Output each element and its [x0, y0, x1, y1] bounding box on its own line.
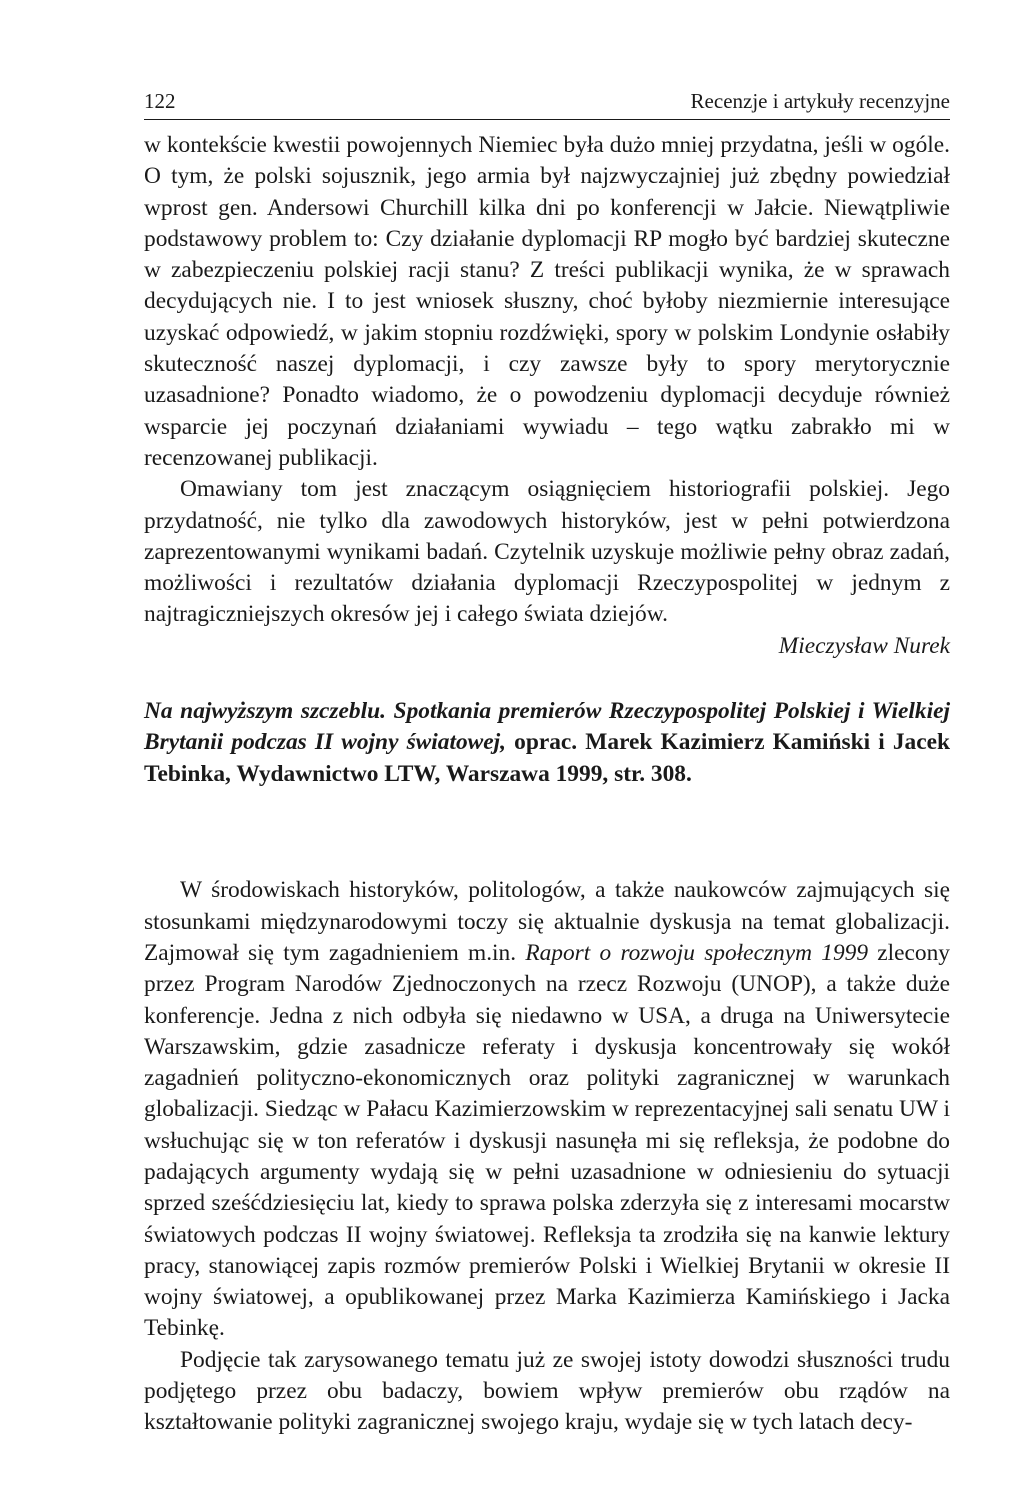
review2-cited-report-title: Raport o rozwoju społecznym 1999	[525, 939, 869, 966]
page-number: 122	[144, 89, 176, 113]
section-gap	[144, 813, 950, 875]
review1-author-signature: Mieczysław Nurek	[778, 632, 950, 659]
running-head	[144, 88, 950, 120]
review2-bibliographic-heading	[144, 696, 950, 790]
review2-paragraph-1	[144, 875, 950, 1344]
section-title: Recenzje i artykuły recenzyjne	[690, 89, 950, 113]
review2-paragraph-1-text-a: W środowiskach historyków, politologów, a także naukowców zajmujących się stosunkami międzynarodowymi toczy się aktualnie dyskusja na temat globalizacji. Zajmował się tym zagadnieniem m.in.	[144, 877, 950, 966]
review2-book-title: Na najwyższym szczeblu. Spotkania premierów Rzeczypospolitej Polskiej i Wielkiej Brytanii podczas II wojny światowej,	[144, 698, 950, 756]
review2-book-details: oprac. Marek Kazimierz Kamiński i Jacek Tebinka, Wydawnictwo LTW, Warszawa 1999, str. 308.	[144, 729, 951, 787]
journal-page	[144, 88, 950, 1439]
review1-paragraph-2: Omawiany tom jest znaczącym osiągnięciem historiografii polskiej. Jego przydatność, nie tylko dla zawodowych historyków, jest w pełni potwierdzona zaprezentowanymi wynikami badań. Czytelnik uzyskuje możliwie pełny obraz zadań, możliwości i rezultatów działania dyplomacji Rzeczypospolitej w jednym z najtragiczniejszych okresów jej i całego świata dziejów.	[144, 476, 950, 628]
review1-paragraph-1: w kontekście kwestii powojennych Niemiec była dużo mniej przydatna, jeśli w ogóle. O tym, że polski sojusznik, jego armia był najzwyczajniej już zbędny powiedział wprost gen. Andersowi Churchill kilka dni po konferencji w Jałcie. Niewątpliwie podstawowy problem to: Czy działanie dyplomacji RP mogło być bardziej skuteczne w zabezpieczeniu polskiej racji stanu? Z treści publikacji wynika, że w sprawach decydujących nie. I to jest wniosek słuszny, choć byłoby niezmiernie interesujące uzyskać odpowiedź, w jakim stopniu rozdźwięki, spory w polskim Londynie osłabiły skuteczność naszej dyplomacji, i czy zawsze były to spory merytorycznie uzasadnione? Ponadto wiadomo, że o powodzeniu dyplomacji decyduje również wsparcie jej poczynań działaniami wywiadu – tego wątku zabrakło mi w recenzowanej publikacji.	[144, 132, 950, 471]
review2-paragraph-1-text-b: zlecony przez Program Narodów Zjednoczonych na rzecz Rozwoju (UNOP), a także duże konferencje. Jedna z nich odbyła się niedawno w USA, a druga na Uniwersytecie Warszawskim, gdzie zasadnicze referaty i dyskusja koncentrowały się wokół zagadnień polityczno-ekonomicznych oraz polityki zagranicznej w warunkach globalizacji. Siedząc w Pałacu Kazimierzowskim w reprezentacyjnej sali senatu UW i wsłuchując się w ton referatów i dyskusji nasunęła mi się refleksja, że podobne do padających argumenty wydają się w pełni uzasadnione w odniesieniu do sytuacji sprzed sześćdziesięciu lat, kiedy to sprawa polska zderzyła się z interesami mocarstw światowych podczas II wojny światowej. Refleksja ta zrodziła się na kanwie lektury pracy, stanowiącej zapis rozmów premierów Polski i Wielkiej Brytanii w okresie II wojny światowej, a opublikowanej przez Marka Kazimierza Kamińskiego i Jacka Tebinkę.	[144, 939, 950, 1342]
review2-paragraph-2: Podjęcie tak zarysowanego tematu już ze swojej istoty dowodzi słuszności trudu podjętego przez obu badaczy, bowiem wpływ premierów obu rządów na kształtowanie polityki zagranicznej swojego kraju, wydaje się w tych latach decy-	[144, 1346, 950, 1436]
